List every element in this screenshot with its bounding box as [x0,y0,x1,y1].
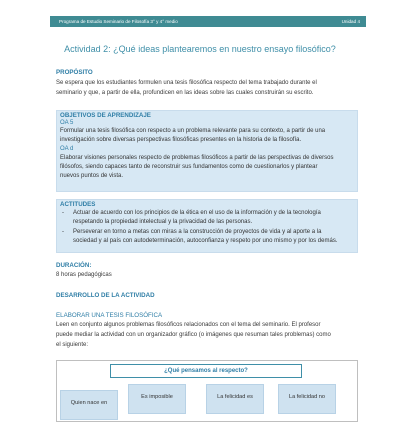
oa5-label: OA 5 [60,120,74,126]
oa5-line-1: Formular una tesis filosófica con respecto a un problema relevante para su contexto, a partir de una [60,128,326,134]
oa5-line-2: investigación sobre diversas perspectivas filosóficas presentes en la historia de la filosofía. [60,137,302,143]
oad-label: OA d [60,146,74,152]
unit-label: Unidad 4 [341,19,360,24]
elaborar-line-2: puede mediar la actividad con un organizador gráfico (o imágenes que resuman tales problemas) como [56,332,331,338]
oad-line-3: nuevos puntos de vista. [60,173,124,179]
organizer-box-1: Quien nace en [60,390,118,420]
proposito-text [56,78,356,98]
header-bar [50,16,366,27]
desarrollo-heading: DESARROLLO DE LA ACTIVIDAD [56,292,155,299]
organizer-box-3: La felicidad es [206,384,264,414]
actitudes-heading: ACTITUDES [60,201,96,208]
elaborar-line-1: Leen en conjunto algunos problemas filosóficos relacionados con el tema del seminario. El profesor [56,322,321,328]
proposito-heading: PROPÓSITO [56,69,93,76]
duracion-heading: DURACIÓN: [56,262,92,269]
actitudes-box [56,199,358,253]
objetivos-heading: OBJETIVOS DE APRENDIZAJE [60,112,151,119]
proposito-line-1: Se espera que los estudiantes formulen una tesis filosófica respecto del tema trabajado durante el [56,80,317,86]
organizer-box-4: La felicidad no [278,384,336,414]
activity-title: Actividad 2: ¿Qué ideas plantearemos en nuestro ensayo filosófico? [64,44,336,54]
elaborar-heading: ELABORAR UNA TESIS FILOSÓFICA [56,312,163,319]
duracion-text: 8 horas pedagógicas [56,272,112,278]
actitud-2-line-2: sociedad y al país con autodeterminación, autoconfianza y respeto por uno mismo y por los demás. [73,238,338,244]
duracion-value [56,270,356,280]
objetivos-box [56,110,358,192]
actitud-2-dash: - [62,229,64,235]
organizer-box-2: Es imposible [128,384,186,414]
actitud-1-dash: - [62,210,64,216]
elaborar-line-3: el siguiente: [56,342,89,348]
actitud-1-line-1: Actuar de acuerdo con los principios de la ética en el uso de la información y de la tecnología [73,210,321,216]
oad-line-2: filósofos, siendo capaces tanto de reconstruir sus fundamentos como de cuestionarlos y plantear [60,164,318,170]
proposito-line-2: seminario y que, a partir de ella, profundicen en las ideas sobre las cuales construirán su escrito. [56,90,314,96]
elaborar-text [56,320,356,350]
program-title: Programa de Estudio Seminario de Filosofía 3° y 4° medio [59,19,178,24]
organizer-title: ¿Qué pensamos al respecto? [110,364,302,378]
actitud-2-line-1: Perseverar en torno a metas con miras a la construcción de proyectos de vida y al aporte a la [73,229,322,235]
actitud-1-line-2: respetando la propiedad intelectual y la privacidad de las personas. [73,219,253,225]
oad-line-1: Elaborar visiones personales respecto de problemas filosóficos a partir de las perspectivas de diversos [60,155,334,161]
